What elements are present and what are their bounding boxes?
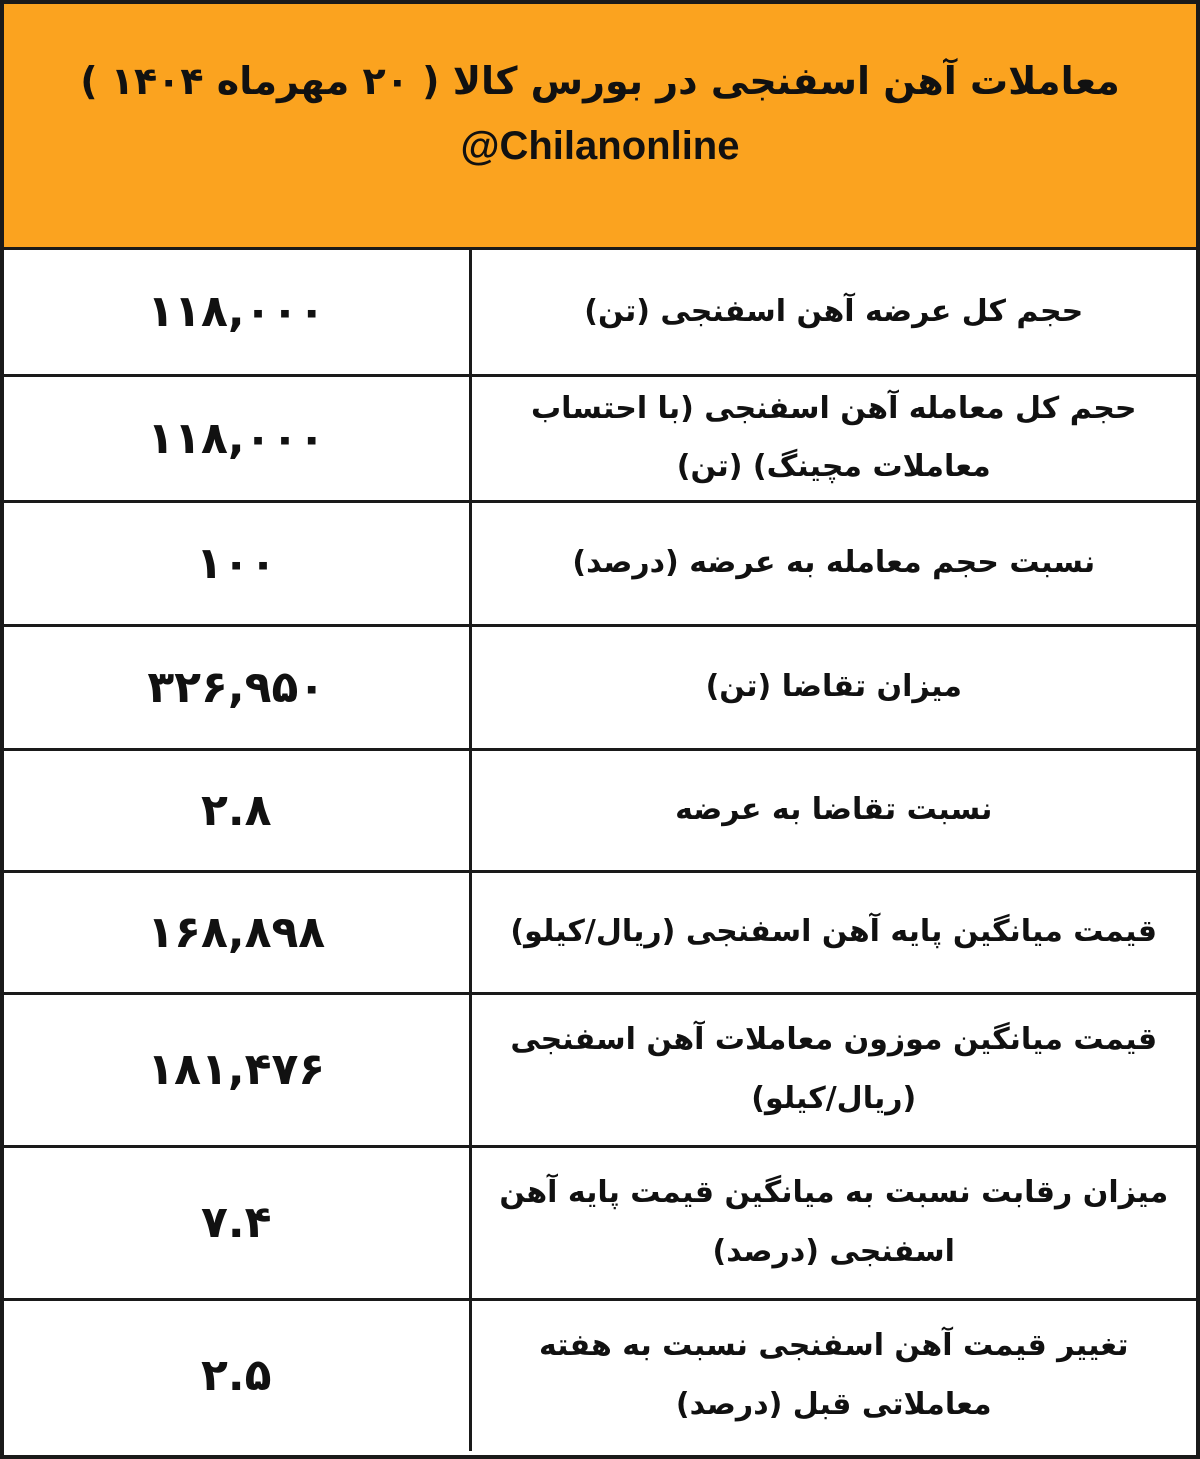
row-label: نسبت حجم معامله به عرضه (درصد)	[470, 501, 1196, 625]
table-row	[4, 625, 1196, 749]
row-value: ۱۱۸,۰۰۰	[4, 375, 470, 501]
row-label: میزان رقابت نسبت به میانگین قیمت پایه آهن اسفنجی (درصد)	[470, 1146, 1196, 1299]
row-label: قیمت میانگین موزون معاملات آهن اسفنجی (ریال/کیلو)	[470, 993, 1196, 1146]
row-value: ۷.۴	[4, 1146, 470, 1299]
table-row	[4, 375, 1196, 501]
table-row	[4, 1299, 1196, 1451]
table-row	[4, 501, 1196, 625]
table-row	[4, 871, 1196, 993]
row-value: ۲.۵	[4, 1299, 470, 1451]
table-row	[4, 993, 1196, 1146]
row-label: تغییر قیمت آهن اسفنجی نسبت به هفته معاملاتی قبل (درصد)	[538, 1328, 1129, 1422]
row-label: حجم کل معامله آهن اسفنجی (با احتساب معاملات مچینگ) (تن)	[470, 375, 1196, 501]
table-row	[4, 1146, 1196, 1299]
row-value: ۱۸۱,۴۷۶	[4, 993, 470, 1146]
table-row	[4, 250, 1196, 375]
row-value: ۱۶۸,۸۹۸	[4, 871, 470, 993]
row-value: ۱۱۸,۰۰۰	[4, 250, 470, 375]
page-title: معاملات آهن اسفنجی در بورس کالا ( ۲۰ مهرماه ۱۴۰۴ )	[80, 58, 1120, 103]
statistics-table	[4, 250, 1196, 1451]
channel-handle: @Chilanonline	[460, 124, 740, 169]
row-value: ۳۲۶,۹۵۰	[4, 625, 470, 749]
row-value: ۲.۸	[4, 749, 470, 871]
row-value: ۱۰۰	[4, 501, 470, 625]
row-label: حجم کل عرضه آهن اسفنجی (تن)	[470, 250, 1196, 375]
row-label: نسبت تقاضا به عرضه	[470, 749, 1196, 871]
table-row	[4, 749, 1196, 871]
header-banner	[4, 4, 1196, 250]
row-label: میزان تقاضا (تن)	[470, 625, 1196, 749]
row-label: قیمت میانگین پایه آهن اسفنجی (ریال/کیلو)	[470, 871, 1196, 993]
